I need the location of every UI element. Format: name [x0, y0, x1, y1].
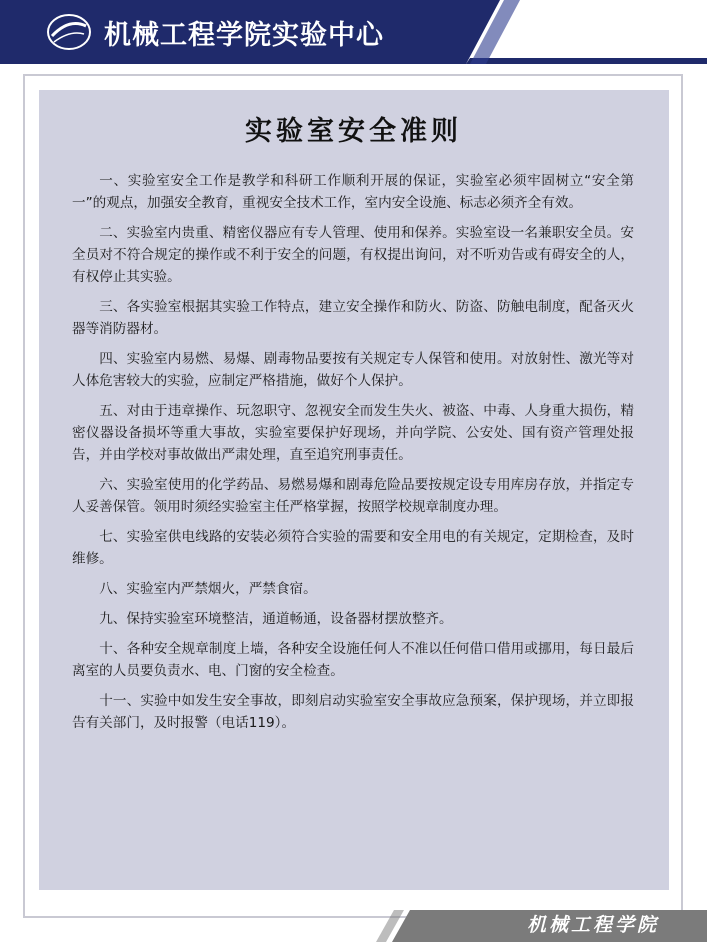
footer-signature: 机械工程学院 — [526, 914, 659, 936]
rule-item: 七、实验室供电线路的安装必须符合实验的需要和安全用电的有关规定，定期检查，及时维修。 — [72, 529, 634, 567]
rule-item: 九、保持实验室环境整洁，通道畅通，设备器材摆放整齐。 — [99, 611, 453, 627]
rule-item: 八、实验室内严禁烟火，严禁食宿。 — [99, 581, 317, 597]
rule-item: 六、实验室使用的化学药品、易燃易爆和剧毒危险品要按规定设专用库房存放，并指定专人妥善保管。领用时须经实验室主任严格掌握，按照学校规章制度办理。 — [72, 477, 634, 515]
document-title: 实验室安全准则 — [245, 116, 462, 147]
rule-item: 三、各实验室根据其实验工作特点，建立安全操作和防火、防盗、防触电制度，配备灭火器等消防器材。 — [72, 299, 634, 337]
rule-item: 十、各种安全规章制度上墙，各种安全设施任何人不准以任何借口借用或挪用，每日最后离室的人员要负责水、电、门窗的安全检查。 — [72, 641, 634, 679]
rule-item: 十一、实验中如发生安全事故，即刻启动实验室安全事故应急预案，保护现场，并立即报告有关部门，及时报警（电话119）。 — [72, 693, 634, 731]
header-title: 机械工程学院实验中心 — [104, 20, 384, 51]
rule-item: 二、实验室内贵重、精密仪器应有专人管理、使用和保养。实验室设一名兼职安全员。安全员对不符合规定的操作或不利于安全的问题，有权提出询问，对不听劝告或有碍安全的人，有权停止其实验。 — [72, 225, 634, 285]
rule-item: 四、实验室内易燃、易爆、剧毒物品要按有关规定专人保管和使用。对放射性、激光等对人体危害较大的实验，应制定严格措施，做好个人保护。 — [72, 351, 634, 389]
college-logo-icon — [46, 12, 92, 52]
rules-list — [72, 170, 634, 742]
rule-item: 一、实验室安全工作是教学和科研工作顺利开展的保证，实验室必须牢固树立“安全第一”的观点，加强安全教育，重视安全技术工作，室内安全设施、标志必须齐全有效。 — [72, 173, 634, 211]
rule-item: 五、对由于违章操作、玩忽职守、忽视安全而发生失火、被盗、中毒、人身重大损伤，精密仪器设备损坏等重大事故，实验室要保护好现场，并向学院、公安处、国有资产管理处报告，并由学校对事故做出严肃处理，直至追究刑事责任。 — [72, 403, 634, 463]
